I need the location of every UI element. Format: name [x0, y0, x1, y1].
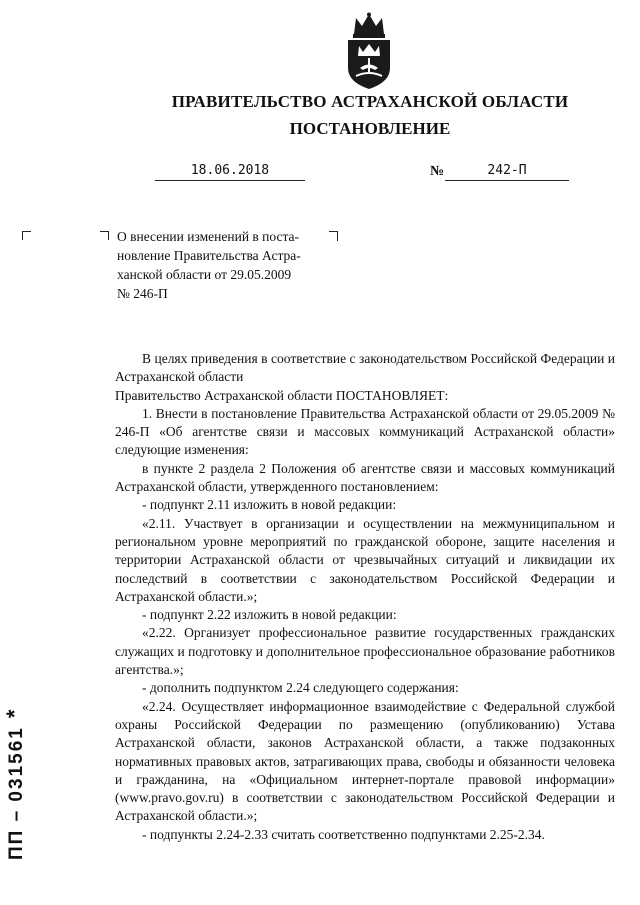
body-paragraph: «2.11. Участвует в организации и осуществлении на межмуниципальном и региональном уровне мероприятий по гражданской обороне, защите населения и территории Астраханской области от чрезвычайных ситуаций и ликвидации их последствий в соответствии с законодательством Российской Федерации и Астраханской области.»;: [115, 515, 615, 604]
preamble-paragraph: В целях приведения в соответствие с законодательством Российской Федерации и Астраханской области: [115, 351, 615, 385]
registration-stamp-text: ПП – 031561: [6, 726, 27, 860]
document-date: 18.06.2018: [155, 163, 305, 181]
subject-line: ханской области от 29.05.2009: [117, 267, 292, 282]
body-paragraph: 1. Внести в постановление Правительства Астраханской области от 29.05.2009 № 246-П «Об агентстве связи и массовых коммуникаций Астраханской области» следующие изменения:: [115, 405, 615, 458]
subject-line: О внесении изменений в поста-: [117, 229, 300, 244]
body-paragraph: - подпункт 2.22 изложить в новой редакции:: [142, 607, 397, 623]
coat-of-arms-icon: [342, 12, 396, 90]
document-number-label: №: [430, 164, 445, 179]
subject-corner-mark-start: [100, 231, 109, 240]
body-paragraph: в пункте 2 раздела 2 Положения об агентстве связи и массовых коммуникаций Астраханской области, утвержденного постановлением:: [115, 460, 615, 495]
stamp-star: *: [2, 707, 27, 719]
resolution-paragraph: Правительство Астраханской области ПОСТАНОВЛЯЕТ:: [115, 387, 449, 403]
document-number: 242-П: [445, 163, 569, 181]
document-type-title: ПОСТАНОВЛЕНИЕ: [289, 119, 451, 138]
body-paragraph: «2.24. Осуществляет информационное взаимодействие с Федеральной службой охраны Российской Федерации по размещению (опубликованию) Устава Астраханской области, законов Астраханской области, а также подзаконных нормативных правовых актов, затрагивающих права, свободы и обязанности человека и гражданина, на «Официальном интернет-портале правовой информации» (www.pravo.gov.ru) в соответствии с законодательством Российской Федерации и Астраханской области.»;: [115, 698, 615, 824]
subject-line: новление Правительства Астра-: [117, 248, 301, 263]
body-paragraph: - дополнить подпунктом 2.24 следующего содержания:: [142, 680, 459, 696]
subject-line: № 246-П: [117, 286, 168, 301]
document-subject: [117, 227, 339, 303]
body-paragraph: «2.22. Организует профессиональное развитие государственных гражданских служащих и подготовку и дополнительное профессиональное образование работников агентства.»;: [115, 625, 615, 678]
registration-stamp: [2, 708, 28, 860]
organization-title: ПРАВИТЕЛЬСТВО АСТРАХАНСКОЙ ОБЛАСТИ: [171, 92, 569, 111]
body-paragraph: - подпункт 2.11 изложить в новой редакции:: [142, 497, 397, 513]
document-body: [115, 350, 615, 844]
subject-corner-mark-left: [22, 231, 31, 240]
body-paragraph: - подпункты 2.24-2.33 считать соответственно подпунктами 2.25-2.34.: [142, 826, 545, 842]
